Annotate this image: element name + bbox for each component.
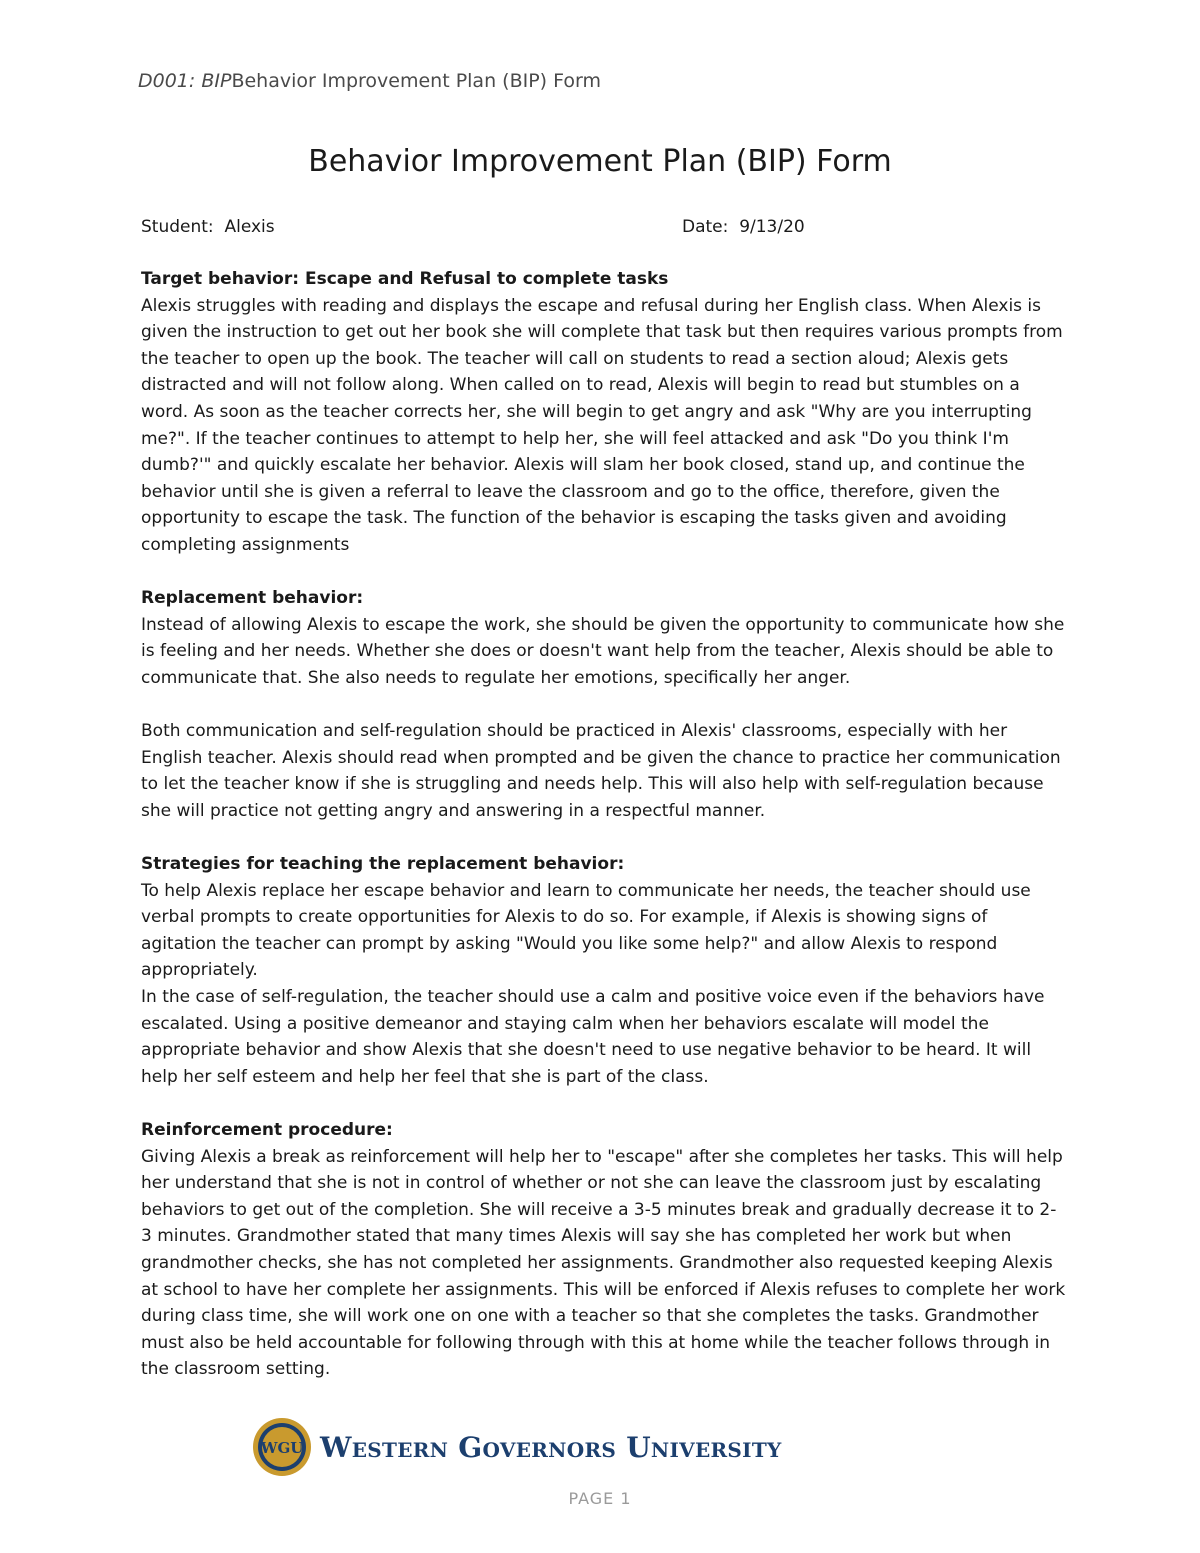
section-reinforcement [141,1117,1066,1383]
section-replacement [141,585,1066,824]
university-logo [252,1410,782,1484]
page-title: Behavior Improvement Plan (BIP) Form [308,144,892,179]
header-title: Behavior Improvement Plan (BIP) Form [231,70,601,92]
section-heading-strategies: Strategies for teaching the replacement behavior: [141,854,625,875]
section-heading-target: Target behavior: Escape and Refusal to complete tasks [141,269,669,289]
paragraph-strategies-2: In the case of self-regulation, the teacher should use a calm and positive voice even if the behaviors have escalated. Using a positive demeanor and staying calm when her behaviors escalate will model the appropriate behavior and show Alexis that she doesn't need to use negative behavior to be heard. It will help her self esteem and help her feel that she is part of the class. [141,987,1045,1087]
university-seal-icon [252,1417,312,1477]
section-strategies [141,851,1066,1090]
paragraph-strategies-1: To help Alexis replace her escape behavior and learn to communicate her needs, the teacher should use verbal prompts to create opportunities for Alexis to do so. For example, if Alexis is showing signs of agitation the teacher can prompt by asking "Would you like some help?" and allow Alexis to respond appropriately. [141,880,1031,981]
student-label: Student: [141,217,214,237]
paragraph-replacement-2: Both communication and self-regulation should be practiced in Alexis' classrooms, especially with her English teacher. Alexis should read when prompted and be given the chance to practice her communication to let the teacher know if she is struggling and needs help. This will also help with self-regulation because she will practice not getting angry and answering in a respectful manner. [141,721,1061,821]
section-target [141,266,1066,559]
date-value: 9/13/20 [739,217,805,237]
paragraph-replacement-1: Instead of allowing Alexis to escape the work, she should be given the opportunity to communicate how she is feeling and her needs. Whether she does or doesn't want help from the teacher, Alexis should be able to communicate that. She also needs to regulate her emotions, specifically her anger. [141,614,1065,688]
student-field [141,217,275,237]
student-value: Alexis [224,217,275,237]
date-field [682,217,805,237]
paragraph-target: Alexis struggles with reading and displays the escape and refusal during her English class. When Alexis is given the instruction to get out her book she will complete that task but then requires various prompts from the teacher to open up the book. The teacher will call on students to read a section aloud; Alexis gets distracted and will not follow along. When called on to read, Alexis will begin to read but stumbles on a word. As soon as the teacher corrects her, she will begin to get angry and ask "Why are you interrupting me?". If the teacher continues to attempt to help her, she will feel attacked and ask "Do you think I'm dumb?'" and quickly escalate her behavior. Alexis will slam her book closed, stand up, and continue the behavior until she is given a referral to leave the classroom and go to the office, therefore, given the opportunity to escape the task. The function of the behavior is escaping the tasks given and avoiding completing assignments [141,295,1063,555]
document-body [141,266,1066,1383]
university-wordmark: Western Governors University [320,1430,782,1464]
section-heading-reinforcement: Reinforcement procedure: [141,1120,393,1140]
page-number: PAGE 1 [568,1489,632,1508]
running-header [138,70,601,92]
date-label: Date: [682,217,729,237]
section-heading-replacement: Replacement behavior: [141,588,364,609]
seal-lettering: WGU [260,1439,304,1457]
paragraph-reinforcement: Giving Alexis a break as reinforcement will help her to "escape" after she completes her tasks. This will help her understand that she is not in control of whether or not she can leave the classroom just by escalating behaviors to get out of the completion. She will receive a 3-5 minutes break and gradually decrease it to 2-3 minutes. Grandmother stated that many times Alexis will say she has completed her work but when grandmother checks, she has not completed her assignments. Grandmother also requested keeping Alexis at school to have her complete her assignments. This will be enforced if Alexis refuses to complete her work during class time, she will work one on one with a teacher so that she completes the tasks. Grandmother must also be held accountable for following through with this at home while the teacher follows through in the classroom setting. [141,1146,1066,1380]
header-code: D001: BIP [138,70,232,92]
